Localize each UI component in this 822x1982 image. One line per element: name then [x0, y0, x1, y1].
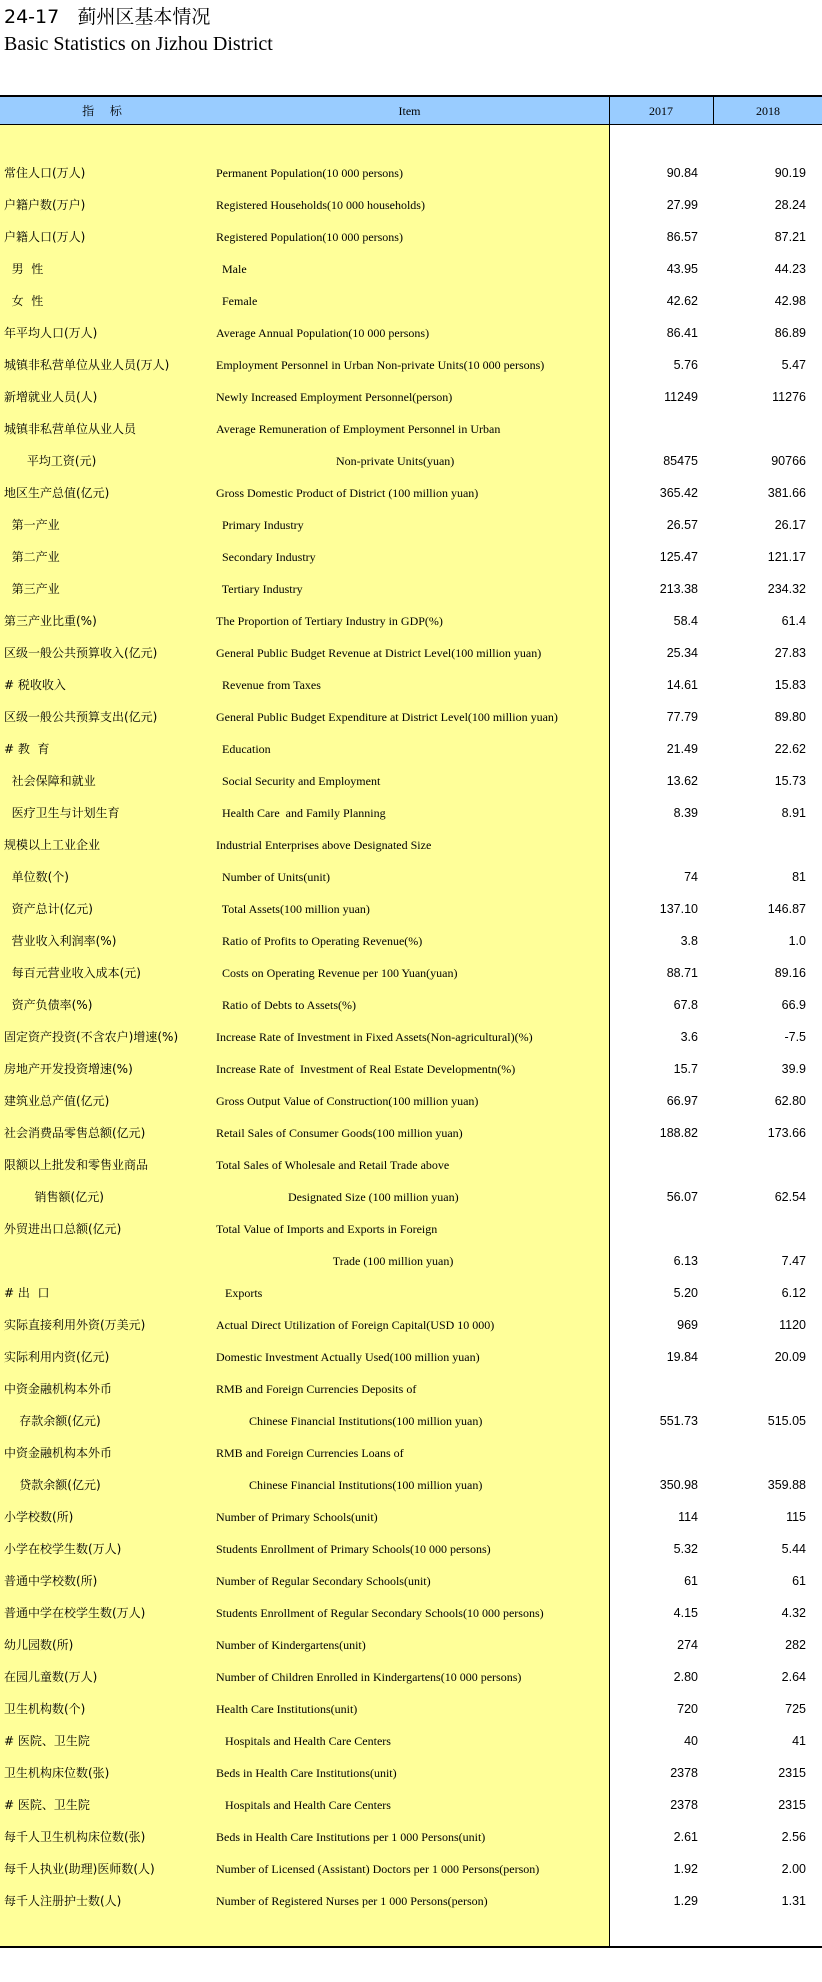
- item-en: Retail Sales of Consumer Goods(100 million yuan): [216, 1126, 463, 1140]
- value-2017: 188.82: [659, 1126, 698, 1140]
- indicator-cn: 新增就业人员(人): [4, 390, 98, 404]
- table-row: [0, 1277, 822, 1309]
- indicator-cn: 卫生机构床位数(张): [4, 1766, 110, 1780]
- value-2018: 15.73: [774, 774, 806, 788]
- indicator-cn: # 税收收入: [4, 678, 66, 692]
- item-en: Total Value of Imports and Exports in Foreign: [216, 1222, 438, 1236]
- value-2017: 77.79: [666, 710, 698, 724]
- value-2017: 350.98: [659, 1478, 698, 1492]
- value-2018: 173.66: [767, 1126, 806, 1140]
- item-en: Designated Size (100 million yuan): [216, 1190, 459, 1204]
- indicator-cn: 每百元营业收入成本(元): [4, 966, 141, 980]
- value-2017: 13.62: [666, 774, 698, 788]
- value-2018: 381.66: [767, 486, 806, 500]
- indicator-cn: 单位数(个): [4, 870, 69, 884]
- indicator-cn: 平均工资(元): [4, 454, 97, 468]
- value-2017: 2.61: [673, 1830, 698, 1844]
- indicator-cn: # 医院、卫生院: [4, 1798, 90, 1812]
- item-en: Number of Licensed (Assistant) Doctors per 1 000 Persons(person): [216, 1862, 540, 1876]
- table-row: [0, 381, 822, 413]
- table-row: [0, 1341, 822, 1373]
- value-2017: 74: [684, 870, 698, 884]
- value-2017: 137.10: [659, 902, 698, 916]
- item-en: Ratio of Profits to Operating Revenue(%): [216, 934, 423, 948]
- indicator-cn: 每千人执业(助理)医师数(人): [4, 1862, 155, 1876]
- item-en: Number of Children Enrolled in Kindergartens(10 000 persons): [216, 1670, 522, 1684]
- item-en: Social Security and Employment: [216, 774, 381, 788]
- value-2018: 87.21: [774, 230, 806, 244]
- item-en: Secondary Industry: [216, 550, 316, 564]
- value-2017: 3.8: [680, 934, 698, 948]
- item-en: Industrial Enterprises above Designated Size: [216, 838, 432, 852]
- value-2017: 58.4: [673, 614, 698, 628]
- value-2018: 121.17: [767, 550, 806, 564]
- value-2018: 89.80: [774, 710, 806, 724]
- value-2018: 90766: [771, 454, 806, 468]
- indicator-cn: 小学校数(所): [4, 1510, 74, 1524]
- indicator-cn: 户籍人口(万人): [4, 230, 86, 244]
- indicator-cn: 第三产业比重(%): [4, 614, 97, 628]
- indicator-cn: # 教 育: [4, 742, 50, 756]
- indicator-cn: 城镇非私营单位从业人员: [4, 422, 137, 436]
- value-2018: 515.05: [767, 1414, 806, 1428]
- statistics-table: [0, 95, 822, 1947]
- value-2017: 27.99: [666, 198, 698, 212]
- item-en: Students Enrollment of Primary Schools(10 000 persons): [216, 1542, 491, 1556]
- indicator-cn: 每千人卫生机构床位数(张): [4, 1830, 146, 1844]
- value-2018: 234.32: [767, 582, 806, 596]
- item-en: Number of Units(unit): [216, 870, 330, 884]
- table-row: [0, 413, 822, 445]
- value-2018: 15.83: [774, 678, 806, 692]
- indicator-cn: 第三产业: [4, 582, 60, 596]
- item-en: Actual Direct Utilization of Foreign Capital(USD 10 000): [216, 1318, 495, 1332]
- value-2017: 5.20: [673, 1286, 698, 1300]
- indicator-cn: 房地产开发投资增速(%): [4, 1062, 133, 1076]
- value-2017: 11249: [664, 390, 698, 404]
- value-2018: 282: [785, 1638, 806, 1652]
- indicator-cn: 第二产业: [4, 550, 60, 564]
- table-row: [0, 1885, 822, 1917]
- value-2018: 41: [792, 1734, 806, 1748]
- item-en: Employment Personnel in Urban Non-private Units(10 000 persons): [216, 358, 545, 372]
- value-2018: 27.83: [774, 646, 806, 660]
- value-2018: 39.9: [781, 1062, 806, 1076]
- table-row: [0, 1117, 822, 1149]
- table-row: [0, 349, 822, 381]
- value-2018: 725: [785, 1702, 806, 1716]
- indicator-cn: 普通中学在校学生数(万人): [4, 1606, 146, 1620]
- value-2017: 720: [677, 1702, 698, 1716]
- item-en: General Public Budget Revenue at District Level(100 million yuan): [216, 646, 542, 660]
- value-2017: 56.07: [666, 1190, 698, 1204]
- indicator-cn: 限额以上批发和零售业商品: [4, 1158, 149, 1172]
- indicator-cn: 资产负债率(%): [4, 998, 93, 1012]
- value-2018: 42.98: [774, 294, 806, 308]
- item-en: Hospitals and Health Care Centers: [216, 1798, 391, 1812]
- indicator-cn: 在园儿童数(万人): [4, 1670, 98, 1684]
- indicator-cn: 每千人注册护士数(人): [4, 1894, 122, 1908]
- value-2018: 1.31: [781, 1894, 806, 1908]
- item-en: Tertiary Industry: [216, 582, 303, 596]
- indicator-cn: 规模以上工业企业: [4, 838, 101, 852]
- table-row: [0, 1309, 822, 1341]
- indicator-cn: 社会保障和就业: [4, 774, 96, 788]
- table-row: [0, 541, 822, 573]
- table-row: [0, 1021, 822, 1053]
- table-row: [0, 509, 822, 541]
- table-row: [0, 989, 822, 1021]
- table-row: [0, 1085, 822, 1117]
- table-row: [0, 1149, 822, 1181]
- table-body: [0, 157, 822, 1917]
- indicator-cn: 营业收入利润率(%): [4, 934, 117, 948]
- indicator-cn: 小学在校学生数(万人): [4, 1542, 122, 1556]
- value-2017: 61: [684, 1574, 698, 1588]
- table-row: [0, 1821, 822, 1853]
- indicator-cn: 外贸进出口总额(亿元): [4, 1222, 122, 1236]
- indicator-cn: 医疗卫生与计划生育: [4, 806, 120, 820]
- item-en: Exports: [216, 1286, 263, 1300]
- value-2018: 1120: [779, 1318, 806, 1332]
- item-en: Number of Primary Schools(unit): [216, 1510, 378, 1524]
- value-2017: 114: [678, 1510, 698, 1524]
- item-en: Domestic Investment Actually Used(100 million yuan): [216, 1350, 480, 1364]
- item-en: RMB and Foreign Currencies Loans of: [216, 1446, 404, 1460]
- table-row: [0, 1597, 822, 1629]
- value-2018: 11276: [772, 390, 806, 404]
- value-2017: 213.38: [659, 582, 698, 596]
- value-2018: 7.47: [781, 1254, 806, 1268]
- indicator-cn: 中资金融机构本外币: [4, 1382, 113, 1396]
- value-2017: 5.76: [673, 358, 698, 372]
- value-2018: 146.87: [767, 902, 806, 916]
- value-2018: 115: [786, 1510, 806, 1524]
- table-row: [0, 1789, 822, 1821]
- indicator-cn: 社会消费品零售总额(亿元): [4, 1126, 146, 1140]
- value-2017: 551.73: [659, 1414, 698, 1428]
- indicator-cn: 资产总计(亿元): [4, 902, 93, 916]
- value-2018: 1.0: [788, 934, 806, 948]
- table-row: [0, 1213, 822, 1245]
- table-row: [0, 1469, 822, 1501]
- indicator-cn: 中资金融机构本外币: [4, 1446, 113, 1460]
- table-row: [0, 669, 822, 701]
- item-en: Gross Domestic Product of District (100 million yuan): [216, 486, 479, 500]
- item-en: Ratio of Debts to Assets(%): [216, 998, 356, 1012]
- item-en: Number of Regular Secondary Schools(unit): [216, 1574, 431, 1588]
- value-2018: 2.64: [781, 1670, 806, 1684]
- item-en: Newly Increased Employment Personnel(person): [216, 390, 453, 404]
- value-2018: 2315: [778, 1766, 806, 1780]
- value-2018: 61.4: [781, 614, 806, 628]
- value-2018: 62.80: [774, 1094, 806, 1108]
- table-row: [0, 1181, 822, 1213]
- value-2018: 22.62: [774, 742, 806, 756]
- item-en: Beds in Health Care Institutions per 1 000 Persons(unit): [216, 1830, 486, 1844]
- table-row: [0, 1053, 822, 1085]
- indicator-cn: 普通中学校数(所): [4, 1574, 98, 1588]
- item-en: Registered Population(10 000 persons): [216, 230, 403, 244]
- indicator-cn: 城镇非私营单位从业人员(万人): [4, 358, 170, 372]
- value-2018: 5.47: [781, 358, 806, 372]
- table-row: [0, 829, 822, 861]
- indicator-cn: 贷款余额(亿元): [4, 1478, 101, 1492]
- value-2018: 81: [792, 870, 806, 884]
- table-row: [0, 1565, 822, 1597]
- value-2017: 2.80: [673, 1670, 698, 1684]
- value-2017: 85475: [663, 454, 698, 468]
- item-en: Gross Output Value of Construction(100 million yuan): [216, 1094, 479, 1108]
- value-2018: -7.5: [784, 1030, 806, 1044]
- item-en: Increase Rate of Investment of Real Estate Developmentn(%): [216, 1062, 516, 1076]
- item-en: Average Annual Population(10 000 persons): [216, 326, 430, 340]
- indicator-cn: 销售额(亿元): [4, 1190, 104, 1204]
- table-row: [0, 445, 822, 477]
- table-row: [0, 733, 822, 765]
- value-2017: 5.32: [673, 1542, 698, 1556]
- value-2017: 15.7: [673, 1062, 698, 1076]
- header-year-2018: 2018: [756, 104, 780, 118]
- value-2017: 21.49: [666, 742, 698, 756]
- item-en: Health Care and Family Planning: [216, 806, 386, 820]
- value-2017: 2378: [670, 1798, 698, 1812]
- table-row: [0, 765, 822, 797]
- table-header-row: [0, 95, 822, 125]
- value-2018: 8.91: [781, 806, 806, 820]
- table-title-en: Basic Statistics on Jizhou District: [4, 33, 273, 55]
- item-en: The Proportion of Tertiary Industry in GDP(%): [216, 614, 443, 628]
- item-en: Health Care Institutions(unit): [216, 1702, 358, 1716]
- indicator-cn: 男 性: [4, 262, 44, 276]
- indicator-cn: 幼儿园数(所): [4, 1638, 74, 1652]
- item-en: Permanent Population(10 000 persons): [216, 166, 403, 180]
- indicator-cn: 固定资产投资(不含农户)增速(%): [4, 1030, 179, 1044]
- item-en: General Public Budget Expenditure at District Level(100 million yuan): [216, 710, 558, 724]
- value-2018: 66.9: [781, 998, 806, 1012]
- item-en: Beds in Health Care Institutions(unit): [216, 1766, 397, 1780]
- table-row: [0, 1629, 822, 1661]
- indicator-cn: 卫生机构数(个): [4, 1702, 86, 1716]
- item-en: Average Remuneration of Employment Personnel in Urban: [216, 422, 501, 436]
- item-en: Trade (100 million yuan): [216, 1254, 454, 1268]
- item-en: Total Sales of Wholesale and Retail Trade above: [216, 1158, 450, 1172]
- value-2017: 365.42: [659, 486, 698, 500]
- item-en: Registered Households(10 000 households): [216, 198, 425, 212]
- item-en: Total Assets(100 million yuan): [216, 902, 370, 916]
- indicator-cn: 实际利用内资(亿元): [4, 1350, 110, 1364]
- table-row: [0, 957, 822, 989]
- value-2018: 61: [792, 1574, 806, 1588]
- item-en: Primary Industry: [216, 518, 304, 532]
- table-row: [0, 797, 822, 829]
- table-row: [0, 701, 822, 733]
- table-row: [0, 1853, 822, 1885]
- value-2018: 2.56: [781, 1830, 806, 1844]
- value-2018: 28.24: [774, 198, 806, 212]
- table-row: [0, 1501, 822, 1533]
- indicator-cn: 女 性: [4, 294, 44, 308]
- item-en: Male: [216, 262, 247, 276]
- indicator-cn: 常住人口(万人): [4, 166, 86, 180]
- value-2017: 90.84: [666, 166, 698, 180]
- table-row: [0, 285, 822, 317]
- title-block: [4, 4, 273, 58]
- item-en: Costs on Operating Revenue per 100 Yuan(yuan): [216, 966, 458, 980]
- table-row: [0, 893, 822, 925]
- value-2018: 89.16: [774, 966, 806, 980]
- value-2017: 969: [677, 1318, 698, 1332]
- item-en: Female: [216, 294, 258, 308]
- value-2017: 25.34: [666, 646, 698, 660]
- item-en: Revenue from Taxes: [216, 678, 321, 692]
- value-2018: 2.00: [781, 1862, 806, 1876]
- table-row: [0, 1693, 822, 1725]
- header-year-2017: 2017: [649, 104, 673, 118]
- value-2017: 1.92: [673, 1862, 698, 1876]
- value-2018: 20.09: [774, 1350, 806, 1364]
- header-column-divider: [713, 95, 714, 125]
- item-en: Non-private Units(yuan): [216, 454, 455, 468]
- table-row: [0, 477, 822, 509]
- value-2018: 86.89: [774, 326, 806, 340]
- table-row: [0, 1725, 822, 1757]
- header-item-en: Item: [398, 104, 421, 118]
- value-2017: 4.15: [673, 1606, 698, 1620]
- table-row: [0, 605, 822, 637]
- table-row: [0, 1533, 822, 1565]
- table-row: [0, 317, 822, 349]
- value-2018: 359.88: [767, 1478, 806, 1492]
- item-en: Chinese Financial Institutions(100 million yuan): [216, 1414, 483, 1428]
- item-en: Students Enrollment of Regular Secondary Schools(10 000 persons): [216, 1606, 544, 1620]
- value-2017: 274: [677, 1638, 698, 1652]
- value-2018: 4.32: [781, 1606, 806, 1620]
- value-2018: 90.19: [774, 166, 806, 180]
- header-indicator-cn: 指 标: [82, 104, 128, 118]
- indicator-cn: 地区生产总值(亿元): [4, 486, 110, 500]
- value-2017: 67.8: [673, 998, 698, 1012]
- item-en: Education: [216, 742, 271, 756]
- table-row: [0, 1405, 822, 1437]
- item-en: Number of Registered Nurses per 1 000 Persons(person): [216, 1894, 488, 1908]
- indicator-cn: 区级一般公共预算收入(亿元): [4, 646, 158, 660]
- value-2017: 86.57: [666, 230, 698, 244]
- value-2017: 19.84: [666, 1350, 698, 1364]
- value-2017: 40: [684, 1734, 698, 1748]
- value-2017: 43.95: [666, 262, 698, 276]
- value-2017: 8.39: [673, 806, 698, 820]
- indicator-cn: 建筑业总产值(亿元): [4, 1094, 110, 1108]
- value-2017: 6.13: [673, 1254, 698, 1268]
- item-en: Hospitals and Health Care Centers: [216, 1734, 391, 1748]
- table-row: [0, 861, 822, 893]
- value-2018: 6.12: [781, 1286, 806, 1300]
- value-2017: 86.41: [666, 326, 698, 340]
- indicator-cn: 区级一般公共预算支出(亿元): [4, 710, 158, 724]
- item-en: Chinese Financial Institutions(100 million yuan): [216, 1478, 483, 1492]
- indicator-cn: 户籍户数(万户): [4, 198, 86, 212]
- table-row: [0, 1437, 822, 1469]
- value-2018: 2315: [778, 1798, 806, 1812]
- indicator-cn: # 出 口: [4, 1286, 50, 1300]
- item-en: Number of Kindergartens(unit): [216, 1638, 366, 1652]
- table-bottom-rule: [0, 1946, 822, 1948]
- item-en: Increase Rate of Investment in Fixed Assets(Non-agricultural)(%): [216, 1030, 533, 1044]
- table-row: [0, 221, 822, 253]
- value-2017: 1.29: [673, 1894, 698, 1908]
- value-2018: 26.17: [774, 518, 806, 532]
- table-row: [0, 1245, 822, 1277]
- value-2017: 66.97: [666, 1094, 698, 1108]
- table-row: [0, 925, 822, 957]
- value-2017: 2378: [670, 1766, 698, 1780]
- indicator-cn: 第一产业: [4, 518, 60, 532]
- value-2018: 5.44: [781, 1542, 806, 1556]
- table-row: [0, 1757, 822, 1789]
- indicator-cn: 实际直接利用外资(万美元): [4, 1318, 146, 1332]
- table-title-cn: 24-17 蓟州区基本情况: [4, 6, 211, 28]
- value-2017: 14.61: [666, 678, 698, 692]
- table-row: [0, 1661, 822, 1693]
- value-2018: 62.54: [774, 1190, 806, 1204]
- table-row: [0, 189, 822, 221]
- value-2018: 44.23: [774, 262, 806, 276]
- indicator-cn: 存款余额(亿元): [4, 1414, 101, 1428]
- indicator-cn: # 医院、卫生院: [4, 1734, 90, 1748]
- value-2017: 26.57: [666, 518, 698, 532]
- value-2017: 88.71: [666, 966, 698, 980]
- table-row: [0, 253, 822, 285]
- table-row: [0, 573, 822, 605]
- table-row: [0, 637, 822, 669]
- table-row: [0, 1373, 822, 1405]
- indicator-cn: 年平均人口(万人): [4, 326, 98, 340]
- table-row: [0, 157, 822, 189]
- value-2017: 125.47: [659, 550, 698, 564]
- value-2017: 42.62: [666, 294, 698, 308]
- value-2017: 3.6: [680, 1030, 698, 1044]
- item-en: RMB and Foreign Currencies Deposits of: [216, 1382, 417, 1396]
